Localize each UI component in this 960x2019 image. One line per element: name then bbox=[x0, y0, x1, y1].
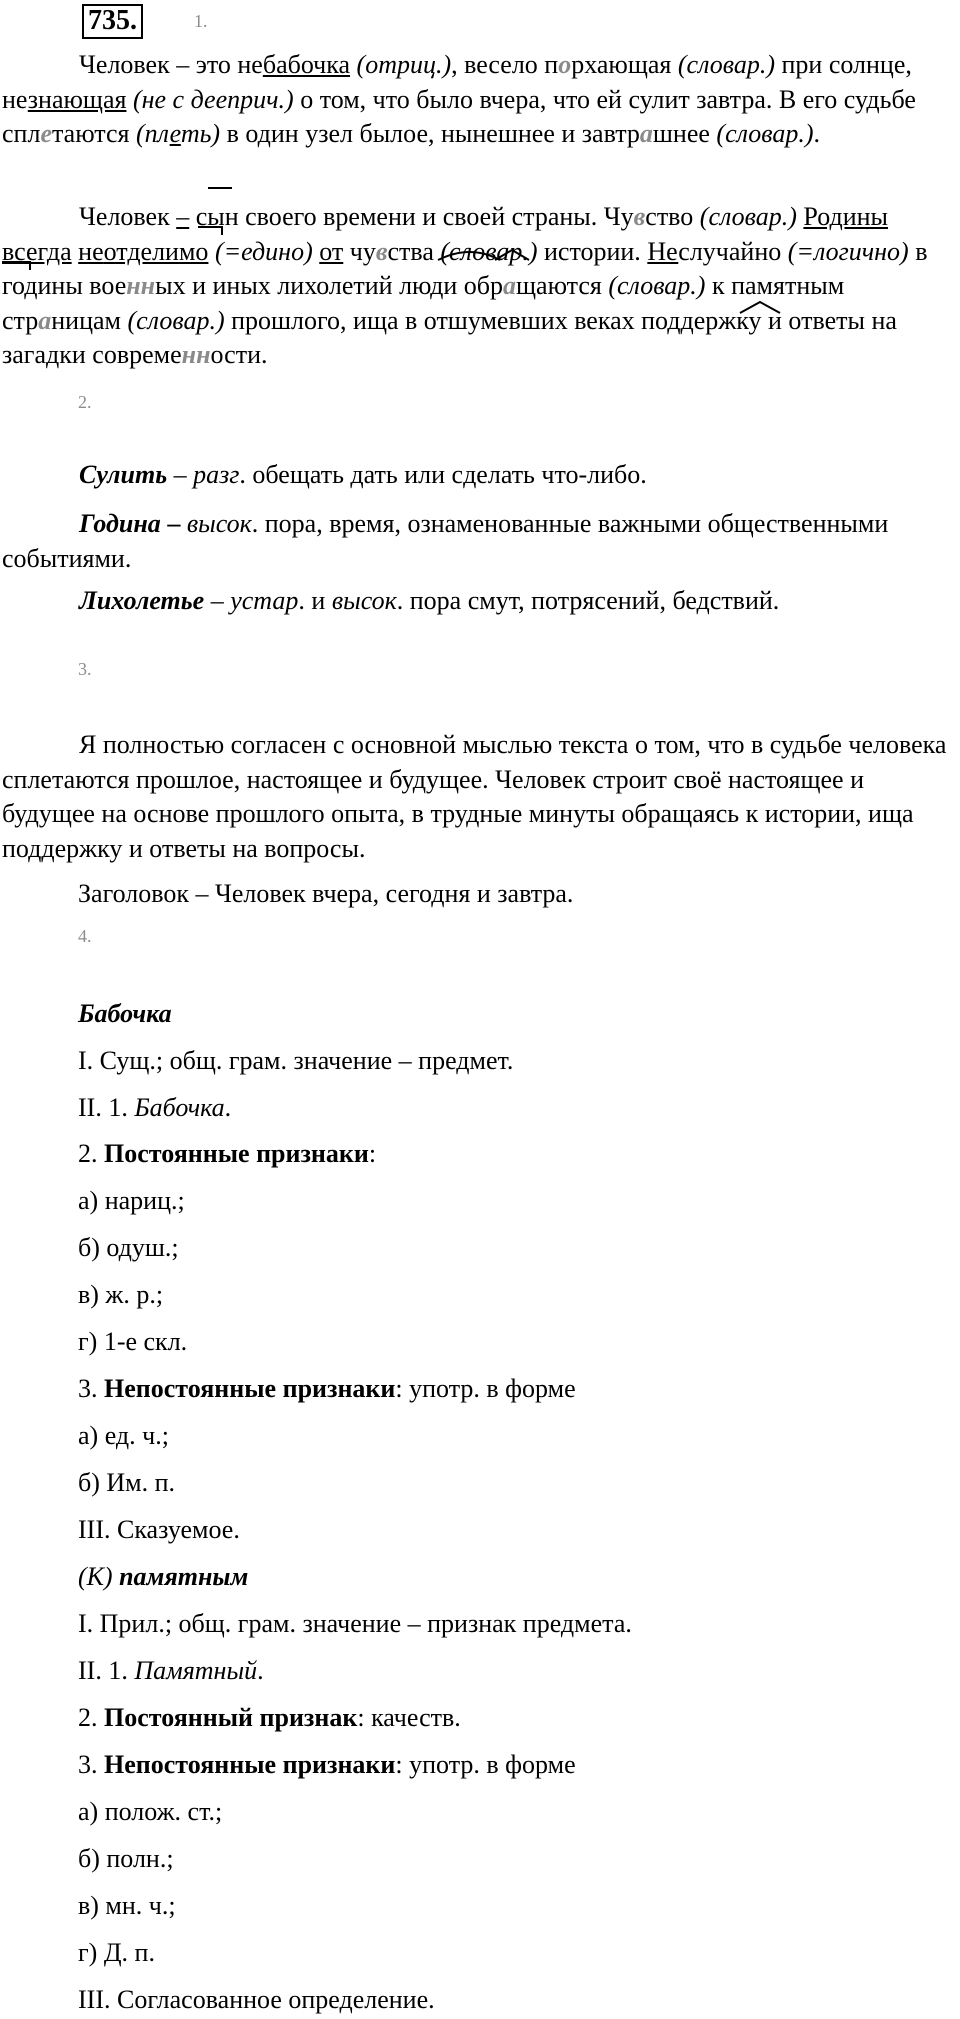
parse-line: в) ж. р.; bbox=[78, 1280, 164, 1309]
spelling-letter: е bbox=[169, 119, 181, 148]
text3-paragraph: Я полностью согласен с основной мыслью текста о том, что в судьбе человека сплетаются прошлое, настоящее и будущее. Человек строит своё настоящее и будущее на основе прошлого опыта, в трудные минуты обращаясь к истории, ища поддержку и ответы на вопросы. bbox=[2, 730, 947, 863]
exercise-header bbox=[82, 4, 143, 38]
separate-spelling-mark: бабочка bbox=[262, 50, 351, 79]
parse-line: г) Д. п. bbox=[78, 1938, 155, 1967]
parse-line: II. 1. Памятный. bbox=[78, 1656, 264, 1685]
spelling-letter: в bbox=[375, 236, 388, 266]
spelling-letter: а bbox=[503, 271, 517, 300]
spelling-letter: а bbox=[639, 119, 653, 148]
title-line: Заголовок – Человек вчера, сегодня и завтра. bbox=[78, 879, 574, 908]
section-marker-1: 1. bbox=[194, 11, 208, 31]
spelling-letter: нн bbox=[181, 340, 211, 369]
parse-line: г) 1-е скл. bbox=[78, 1327, 188, 1356]
spelling-letter: о bbox=[558, 50, 572, 79]
parse-line: I. Сущ.; общ. грам. значение – предмет. bbox=[78, 1046, 514, 1075]
definition-3: Лихолетье – устар. и высок. пора смут, потрясений, бедствий. bbox=[79, 586, 780, 615]
parse-heading-2: (К) памятным bbox=[78, 1562, 249, 1591]
spelling-letter: а bbox=[38, 305, 52, 335]
dash-mark: – bbox=[176, 202, 190, 231]
parse-line: III. Согласованное определение. bbox=[78, 1985, 435, 2014]
parse-line: 2. Постоянные признаки: bbox=[78, 1139, 377, 1168]
prefix-mark: не bbox=[78, 236, 104, 266]
spelling-letter: в bbox=[633, 202, 646, 231]
parse-line: в) мн. ч.; bbox=[78, 1891, 176, 1920]
parse-line: б) одуш.; bbox=[78, 1233, 179, 1262]
text-paragraph-1: Человек – это небабочка (отриц.), весело порхающая (словар.) при солнце, незнающая (не с дееприч.) о том, что было вчера, что ей сулит завтра. В его судьбе сплетаются (плеть) в один узел былое, нынешнее и завтрашнее (словар.). bbox=[2, 50, 916, 148]
parse-line: а) ед. ч.; bbox=[78, 1421, 169, 1450]
parse-line: I. Прил.; общ. грам. значение – признак предмета. bbox=[78, 1609, 632, 1638]
separate-spelling-mark: знающая bbox=[27, 84, 127, 114]
parse-line: 3. Непостоянные признаки: употр. в форме bbox=[78, 1750, 576, 1779]
spelling-letter: е bbox=[40, 119, 52, 148]
parse-heading-1: Бабочка bbox=[78, 999, 172, 1028]
text-paragraph-2: Человек – сын своего времени и своей страны. Чувство (словар.) Родины всегда неотделимо (=едино) от чувства (словар.) истории. Неслучайно (=логично) в годины военных и иных лихолетий люди обращаются (словар.) к памятным страницам (словар.) прошлого, ища в отшумевших веках поддержку и ответы на загадки современности. bbox=[2, 202, 928, 369]
section-marker-3: 3. bbox=[78, 659, 92, 679]
exercise-number: 735. bbox=[82, 4, 143, 39]
definition-1: Сулить – разг. обещать дать или сделать что-либо. bbox=[79, 460, 647, 489]
section-marker-2: 2. bbox=[78, 392, 92, 412]
parse-line: б) Им. п. bbox=[78, 1468, 176, 1497]
spelling-letter: нн bbox=[126, 271, 156, 300]
section-marker-4: 4. bbox=[78, 926, 92, 946]
parse-line: II. 1. Бабочка. bbox=[78, 1093, 232, 1122]
definition-2: Година – высок. пора, время, ознаменованные важными общественными событиями. bbox=[2, 509, 889, 573]
parse-line: б) полн.; bbox=[78, 1844, 174, 1873]
prefix-mark: Не bbox=[647, 236, 679, 266]
parse-line: 2. Постоянный признак: качеств. bbox=[78, 1703, 461, 1732]
parse-line: а) полож. ст.; bbox=[78, 1797, 223, 1826]
parse-line: III. Сказуемое. bbox=[78, 1515, 240, 1544]
parse-line: а) нариц.; bbox=[78, 1186, 185, 1215]
parse-line: 3. Непостоянные признаки: употр. в форме bbox=[78, 1374, 576, 1403]
